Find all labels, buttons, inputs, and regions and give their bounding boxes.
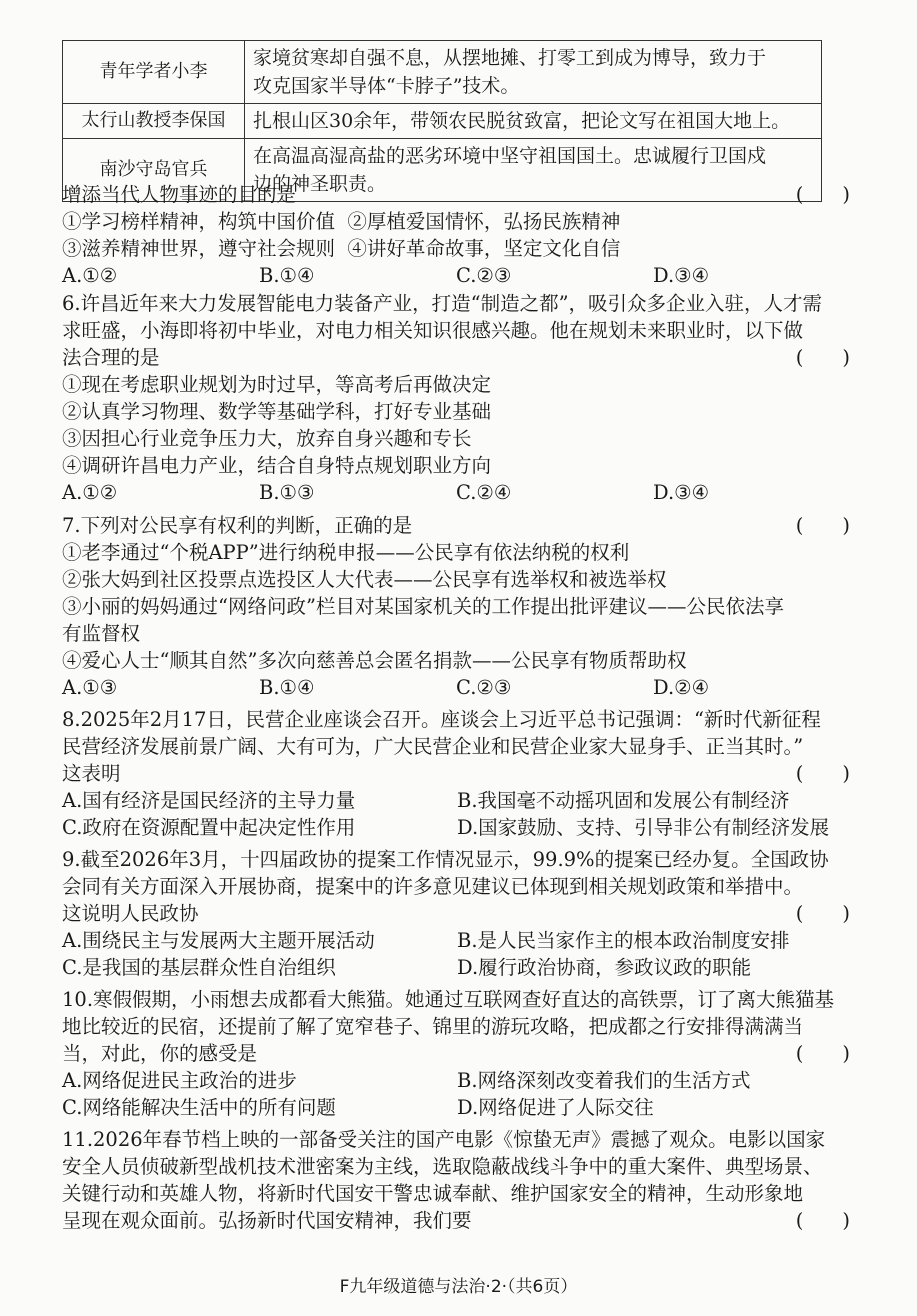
question-stem-line: 11.2026年春节档上映的一部备受关注的国产电影《惊蛰无声》震撼了观众。电影以国家 [62,1128,826,1151]
table-cell-desc [245,41,822,104]
options-row [62,479,852,506]
option-d: D.③④ [653,481,710,504]
option-c: C.网络能解决生活中的所有问题 [62,1096,336,1119]
question-stem-line: 10.寒假假期，小雨想去成都看大熊猫。她通过互联网查好直达的高铁票，订了离大熊猫基 [62,988,835,1011]
question-stem-line: 关键行动和英雄人物，将新时代国安干警忠诚奉献、维护国家安全的精神，生动形象地 [62,1182,804,1205]
answer-bracket: ( ) [795,1209,850,1232]
statement-item: ③滋养精神世界，遵守社会规则 [62,237,336,260]
table-desc-line: 攻克国家半导体“卡脖子”技术。 [253,75,520,97]
answer-bracket: ( ) [795,346,850,369]
option-d: D.③④ [653,264,710,287]
question-stem-line: 呈现在观众面前。弘扬新时代国安精神，我们要 [62,1209,472,1232]
question-11 [62,1126,852,1234]
question-stem-line: 法合理的是 [62,346,160,369]
answer-bracket: ( ) [795,1042,850,1065]
option-b: B.①③ [259,481,315,504]
option-a: A.①② [62,481,118,504]
option-a: A.国有经济是国民经济的主导力量 [62,789,356,812]
statement-item: ②厚植爱国情怀，弘扬民族精神 [347,210,621,233]
option-d: D.网络促进了人际交往 [457,1096,654,1119]
statement-item: ①现在考虑职业规划为时过早，等高考后再做决定 [62,373,492,396]
question-8 [62,706,852,841]
option-d: D.②④ [653,676,710,699]
statement-item: ①老李通过“个税APP”进行纳税申报——公民享有依法纳税的权利 [62,541,630,564]
table-cell-name: 青年学者小李 [63,41,245,104]
answer-bracket: ( ) [795,183,850,206]
table-cell-name: 太行山教授李保国 [63,104,245,139]
answer-bracket: ( ) [795,902,850,925]
table-desc-line: 边的神圣职责。 [253,173,387,195]
statement-item: ④调研许昌电力产业，结合自身特点规划职业方向 [62,454,492,477]
option-b: B.是人民当家作主的根本政治制度安排 [457,929,790,952]
table-desc-line: 在高温高湿高盐的恶劣环境中坚守祖国国土。忠诚履行卫国戍 [253,145,767,167]
options-row [62,814,852,841]
options-row [62,1067,852,1094]
option-b: B.①④ [259,676,315,699]
question-stem-line: 8.2025年2月17日，民营企业座谈会召开。座谈会上习近平总书记强调：“新时代新征程 [62,708,821,731]
question-9 [62,846,852,981]
statement-item: ②张大妈到社区投票点选投区人大代表——公民享有选举权和被选举权 [62,568,667,591]
table-desc-line: 家境贫寒却自强不息，从摆地摊、打零工到成为博导，致力于 [253,47,767,69]
option-b: B.①④ [259,264,315,287]
table-cell-desc [245,104,822,139]
question-stem-line: 安全人员侦破新型战机技术泄密案为主线，选取隐蔽战线斗争中的重大案件、典型场景、 [62,1155,823,1178]
statement-item: 有监督权 [62,622,141,645]
table-row [63,104,822,139]
options-row [62,954,852,981]
table-desc-line: 扎根山区30余年，带领农民脱贫致富，把论文写在祖国大地上。 [253,110,791,132]
option-d: D.国家鼓励、支持、引导非公有制经济发展 [457,816,830,839]
question-5 [62,181,852,289]
answer-bracket: ( ) [795,514,850,537]
option-d: D.履行政治协商，参政议政的职能 [457,956,752,979]
option-c: C.②④ [456,481,512,504]
page-footer: F九年级道德与法治·2·（共6页） [339,1277,578,1297]
question-stem-line: 民营经济发展前景广阔、大有可为，广大民营企业和民营企业家大显身手、正当其时。” [62,735,804,758]
question-7 [62,512,852,701]
statement-item: ③小丽的妈妈通过“网络问政”栏目对某国家机关的工作提出批评建议——公民依法享 [62,595,784,618]
option-a: A.围绕民主与发展两大主题开展活动 [62,929,375,952]
question-stem-line: 6.许昌近年来大力发展智能电力装备产业，打造“制造之都”，吸引众多企业入驻，人才需 [62,292,823,315]
statement-item: ④爱心人士“顺其自然”多次向慈善总会匿名捐款——公民享有物质帮助权 [62,649,687,672]
options-row [62,927,852,954]
table-row [63,41,822,104]
question-6 [62,290,852,506]
options-row [62,787,852,814]
question-stem-line: 9.截至2026年3月，十四届政协的提案工作情况显示，99.9%的提案已经办复。全国政协 [62,848,829,871]
option-b: B.我国毫不动摇巩固和发展公有制经济 [457,789,790,812]
table-cell-name: 南沙守岛官兵 [63,139,245,202]
question-10 [62,986,852,1121]
option-a: A.网络促进民主政治的进步 [62,1069,297,1092]
option-c: C.是我国的基层群众性自治组织 [62,956,336,979]
option-a: A.①② [62,264,118,287]
question-stem-line: 地比较近的民宿，还提前了解了宽窄巷子、锦里的游玩攻略，把成都之行安排得满满当 [62,1015,804,1038]
option-c: C.②③ [456,264,512,287]
question-stem: 增添当代人物事迹的目的是 [62,183,297,206]
statement-item: ④讲好革命故事，坚定文化自信 [347,237,621,260]
statement-item: ③因担心行业竞争压力大，放弃自身兴趣和专长 [62,427,472,450]
option-c: C.②③ [456,676,512,699]
figures-table [62,40,822,202]
question-stem: 7.下列对公民享有权利的判断，正确的是 [62,514,413,537]
options-row [62,1094,852,1121]
statement-item: ①学习榜样精神，构筑中国价值 [62,210,336,233]
question-stem-line: 当，对此，你的感受是 [62,1042,258,1065]
options-row [62,262,852,289]
question-stem-line: 会同有关方面深入开展协商，提案中的许多意见建议已体现到相关规划政策和举措中。 [62,875,804,898]
statement-item: ②认真学习物理、数学等基础学科，打好专业基础 [62,400,492,423]
options-row [62,674,852,701]
question-stem-line: 这表明 [62,762,121,785]
option-a: A.①③ [62,676,118,699]
question-stem-line: 求旺盛，小海即将初中毕业，对电力相关知识很感兴趣。他在规划未来职业时，以下做 [62,319,804,342]
option-c: C.政府在资源配置中起决定性作用 [62,816,356,839]
question-stem-line: 这说明人民政协 [62,902,199,925]
answer-bracket: ( ) [795,762,850,785]
option-b: B.网络深刻改变着我们的生活方式 [457,1069,751,1092]
